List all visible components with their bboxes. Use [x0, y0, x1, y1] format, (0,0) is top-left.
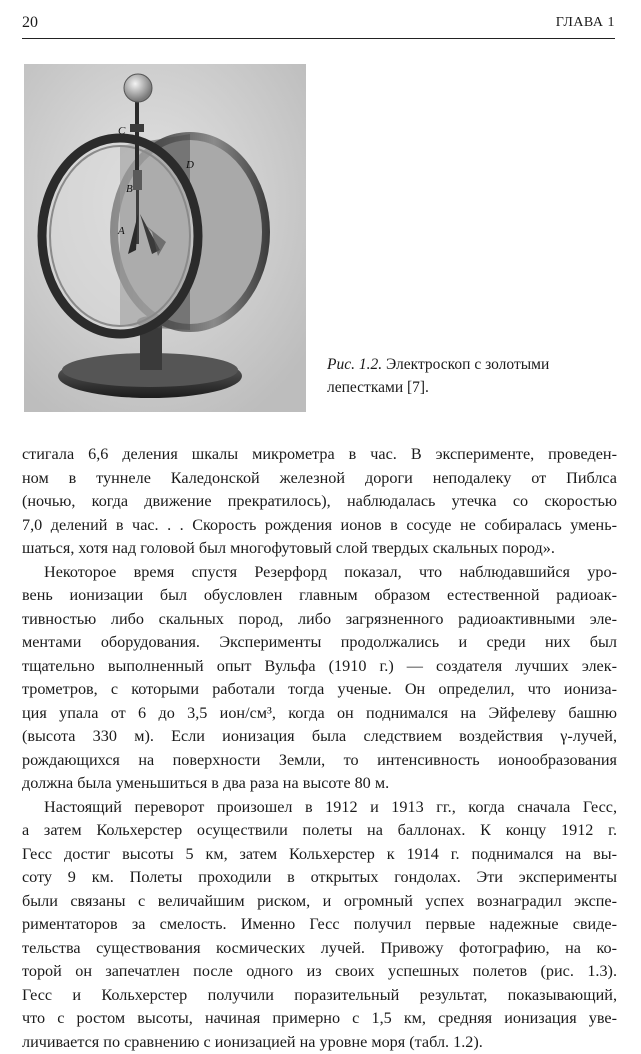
text-line: торой он запечатлен после одного из своих успешных полетов (рис. 1.3).: [22, 960, 617, 984]
label-d: D: [185, 159, 194, 171]
text-line: были связаны с величайшим риском, и огромный успех вознаградил экспе-: [22, 890, 617, 914]
text-line: тельства существования космических лучей. Привожу фотографию, на ко-: [22, 937, 617, 961]
paragraph-1: [22, 443, 617, 561]
text-line: риментаторов за смелость. Именно Гесс получил первые надежные свиде-: [22, 913, 617, 937]
text-line: ментами оборудования. Эксперименты продолжались и среди них был: [22, 631, 617, 655]
figure-caption: [327, 353, 617, 399]
text-line: (высота 330 м). Если ионизация была следствием воздействия γ-лучей,: [22, 725, 617, 749]
page-header: [22, 12, 615, 39]
text-line: соту 9 км. Полеты проходили в открытых гондолах. Эти эксперименты: [22, 866, 617, 890]
label-b: B: [126, 183, 133, 195]
text-line: тщательно выполненный опыт Вульфа (1910 г.) — создателя лучших элек-: [22, 655, 617, 679]
text-line: рождающихся на поверхности Земли, то интенсивность ионообразования: [22, 749, 617, 773]
text-line: тивностью либо скальных пород, либо загрязненного радиоактивными эле-: [22, 608, 617, 632]
paragraph-3: [22, 796, 617, 1054]
text-line: Гесс и Кольхерстер получили поразительный результат, показывающий,: [22, 984, 617, 1008]
text-line: должна была уменьшиться в два раза на высоте 80 м.: [22, 772, 617, 796]
text-line: ция упала от 6 до 3,5 ион/см³, когда он поднимался на Эйфелеву башню: [22, 702, 617, 726]
caption-label: Рис. 1.2.: [327, 356, 382, 373]
label-a: A: [117, 225, 125, 237]
text-line: (ночью, когда движение прекратилось), наблюдалась утечка со скоростью: [22, 490, 617, 514]
paragraph-2: [22, 561, 617, 796]
text-line: 7,0 делений в час. . . Скорость рождения ионов в сосуде не собиралась умень-: [22, 514, 617, 538]
text-line: а затем Кольхерстер осуществили полеты на баллонах. К концу 1912 г.: [22, 819, 617, 843]
text-line: трометров, с которыми работали тогда ученые. Он определил, что иониза-: [22, 678, 617, 702]
text-line: шаться, хотя над головой был многофутовый слой твердых скальных пород».: [22, 537, 617, 561]
electroscope-photo: [24, 64, 306, 412]
text-line: ном в туннеле Каледонской железной дороги неподалеку от Пиблса: [22, 467, 617, 491]
chapter-title: ГЛАВА 1: [556, 15, 615, 31]
text-line: Некоторое время спустя Резерфорд показал, что наблюдавшийся уро-: [22, 561, 617, 585]
text-line: вень ионизации был обусловлен главным образом естественной радиоак-: [22, 584, 617, 608]
label-c: C: [118, 125, 126, 137]
body-text: [22, 443, 617, 1054]
text-line: стигала 6,6 деления шкалы микрометра в час. В эксперименте, проведен-: [22, 443, 617, 467]
text-line: что с ростом высоты, начиная примерно с 1,5 км, средняя ионизация уве-: [22, 1007, 617, 1031]
caption-text: Электроскоп с золотыми лепестками [7].: [327, 356, 549, 396]
text-line: Гесс достиг высоты 5 км, затем Кольхерстер к 1914 г. поднимался на вы-: [22, 843, 617, 867]
page-number: 20: [22, 14, 38, 32]
text-line: личивается по сравнению с ионизацией на уровне моря (табл. 1.2).: [22, 1031, 617, 1054]
text-line: Настоящий переворот произошел в 1912 и 1913 гг., когда сначала Гесс,: [22, 796, 617, 820]
